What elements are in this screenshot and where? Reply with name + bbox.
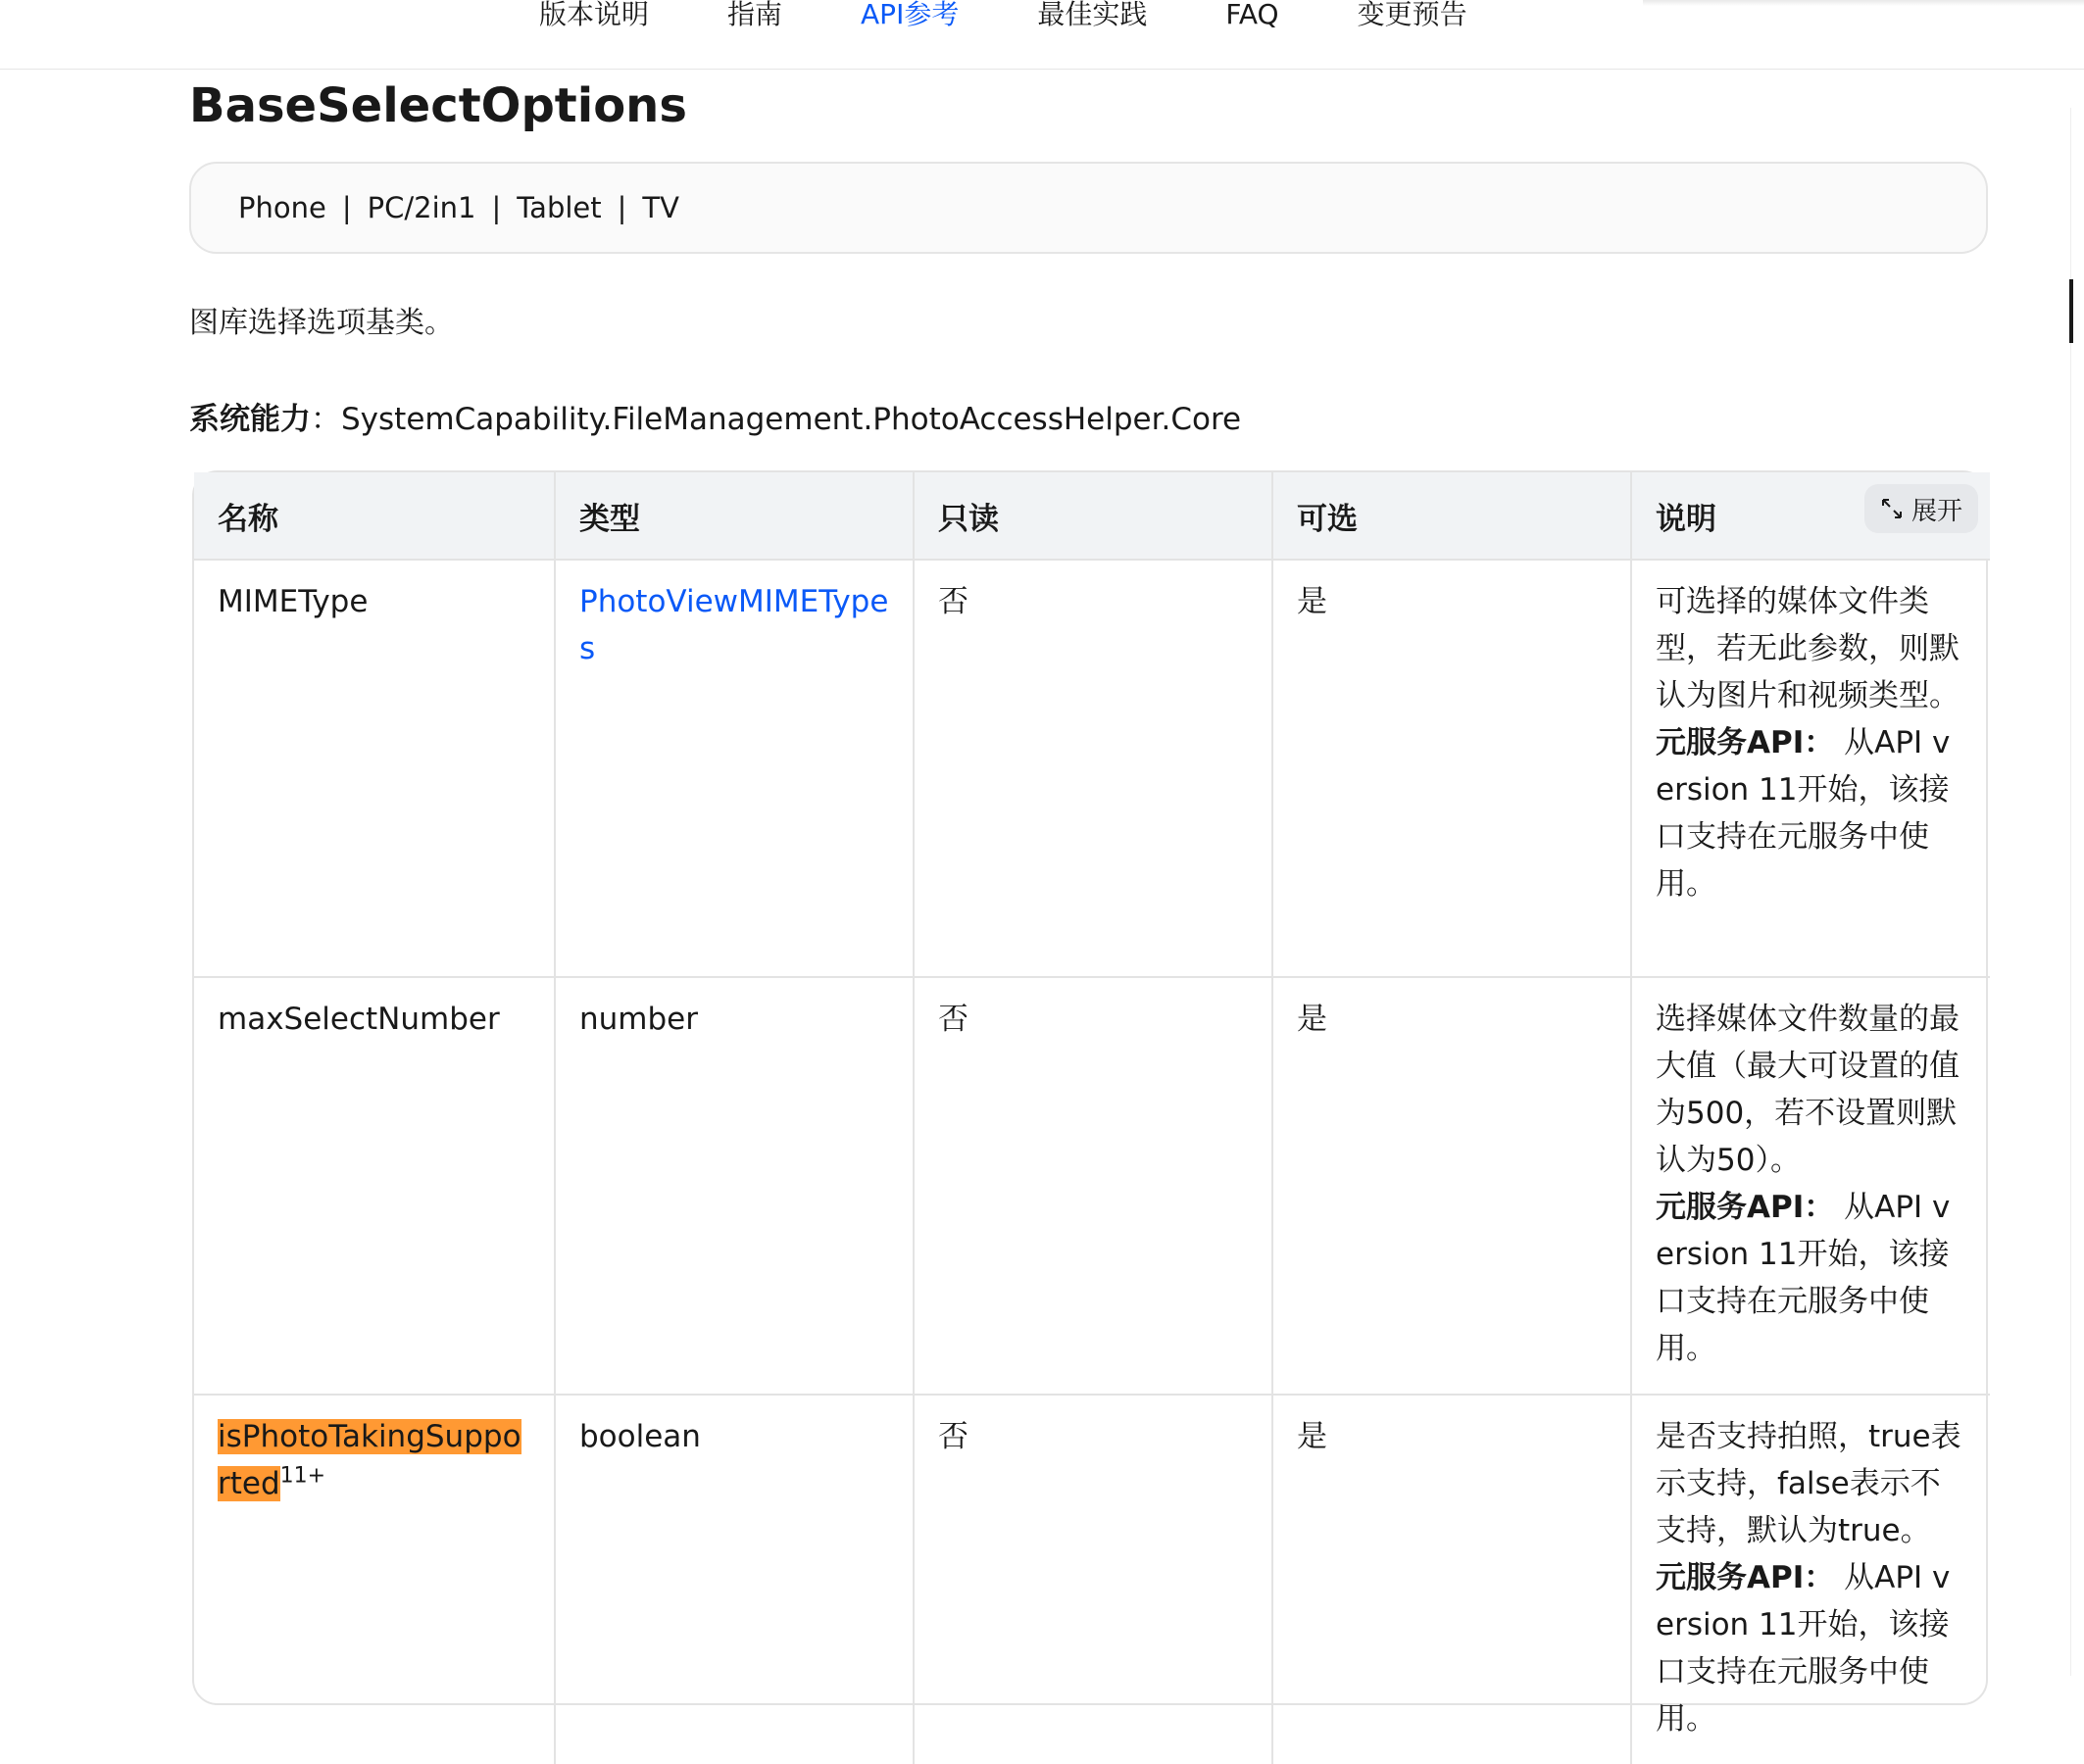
table-header-row xyxy=(194,472,1990,560)
header-readonly: 只读 xyxy=(914,472,1272,560)
class-description: 图库选择选项基类。 xyxy=(189,306,454,340)
header-description-label: 说明 xyxy=(1656,501,1716,537)
cell-readonly: 否 xyxy=(914,977,1272,1395)
device-pc: PC/2in1 xyxy=(367,191,476,224)
cell-optional: 是 xyxy=(1272,560,1631,977)
nav-guide[interactable]: 指南 xyxy=(727,0,783,30)
atomic-api-text: 从API version 11开始，该接口支持在元服务中使用。 xyxy=(1656,1190,1951,1366)
cell-optional: 是 xyxy=(1272,977,1631,1395)
header-optional: 可选 xyxy=(1272,472,1631,560)
table-row xyxy=(194,977,1990,1395)
header-name: 名称 xyxy=(194,472,555,560)
type-link[interactable]: PhotoViewMIMETypes xyxy=(579,584,889,666)
syscap-colon: ： xyxy=(311,402,341,437)
atomic-api-text: 从API version 11开始，该接口支持在元服务中使用。 xyxy=(1656,725,1951,902)
nav-best-practices[interactable]: 最佳实践 xyxy=(1037,0,1148,30)
device-separator: | xyxy=(617,191,627,224)
expand-arrows-icon xyxy=(1880,497,1904,520)
cell-description xyxy=(1631,1395,1990,1764)
header-type: 类型 xyxy=(555,472,914,560)
table-row xyxy=(194,1395,1990,1764)
cell-type xyxy=(555,560,914,977)
since-version: 11+ xyxy=(279,1463,326,1489)
properties-table xyxy=(192,470,1988,1737)
cell-type: boolean xyxy=(555,1395,914,1764)
device-separator: | xyxy=(341,191,352,224)
description-text: 是否支持拍照，true表示支持，false表示不支持，默认为true。 xyxy=(1656,1419,1961,1548)
popover-shadow xyxy=(1643,0,2084,6)
side-panel-divider xyxy=(2070,108,2071,1676)
nav-faq[interactable]: FAQ xyxy=(1225,0,1279,30)
nav-change-notice[interactable]: 变更预告 xyxy=(1357,0,1467,30)
top-nav xyxy=(0,0,2084,70)
cell-type: number xyxy=(555,977,914,1395)
cell-readonly: 否 xyxy=(914,560,1272,977)
cell-name xyxy=(194,1395,555,1764)
device-tablet: Tablet xyxy=(517,191,602,224)
expand-label: 展开 xyxy=(1910,496,1962,526)
syscap-value: SystemCapability.FileManagement.PhotoAccessHelper.Core xyxy=(341,402,1242,437)
atomic-api-label: 元服务API： xyxy=(1656,1190,1835,1225)
cell-name: maxSelectNumber xyxy=(194,977,555,1395)
nav-links xyxy=(539,0,1546,29)
description-text: 可选择的媒体文件类型，若无此参数，则默认为图片和视频类型。 xyxy=(1656,584,1960,713)
page-title: BaseSelectOptions xyxy=(189,78,687,133)
cell-name: MIMEType xyxy=(194,560,555,977)
description-text: 选择媒体文件数量的最大值（最大可设置的值为500，若不设置则默认为50）。 xyxy=(1656,1002,1960,1178)
device-tv: TV xyxy=(642,191,679,224)
search-highlight: isPhotoTakingSupported xyxy=(218,1419,521,1501)
device-separator: | xyxy=(491,191,502,224)
nav-api-reference[interactable]: API参考 xyxy=(861,0,960,30)
toc-active-indicator xyxy=(2069,279,2073,343)
expand-table-button[interactable] xyxy=(1864,484,1978,533)
device-phone: Phone xyxy=(238,191,326,224)
atomic-api-label: 元服务API： xyxy=(1656,725,1835,760)
cell-description xyxy=(1631,977,1990,1395)
syscap-label: 系统能力 xyxy=(189,402,311,437)
cell-optional: 是 xyxy=(1272,1395,1631,1764)
header-description xyxy=(1631,472,1990,560)
atomic-api-text: 从API version 11开始，该接口支持在元服务中使用。 xyxy=(1656,1560,1951,1737)
device-support-box xyxy=(189,162,1988,254)
cell-readonly: 否 xyxy=(914,1395,1272,1764)
atomic-api-label: 元服务API： xyxy=(1656,1560,1835,1595)
cell-description xyxy=(1631,560,1990,977)
table-row xyxy=(194,560,1990,977)
nav-release-notes[interactable]: 版本说明 xyxy=(539,0,650,30)
system-capability xyxy=(189,400,1241,439)
